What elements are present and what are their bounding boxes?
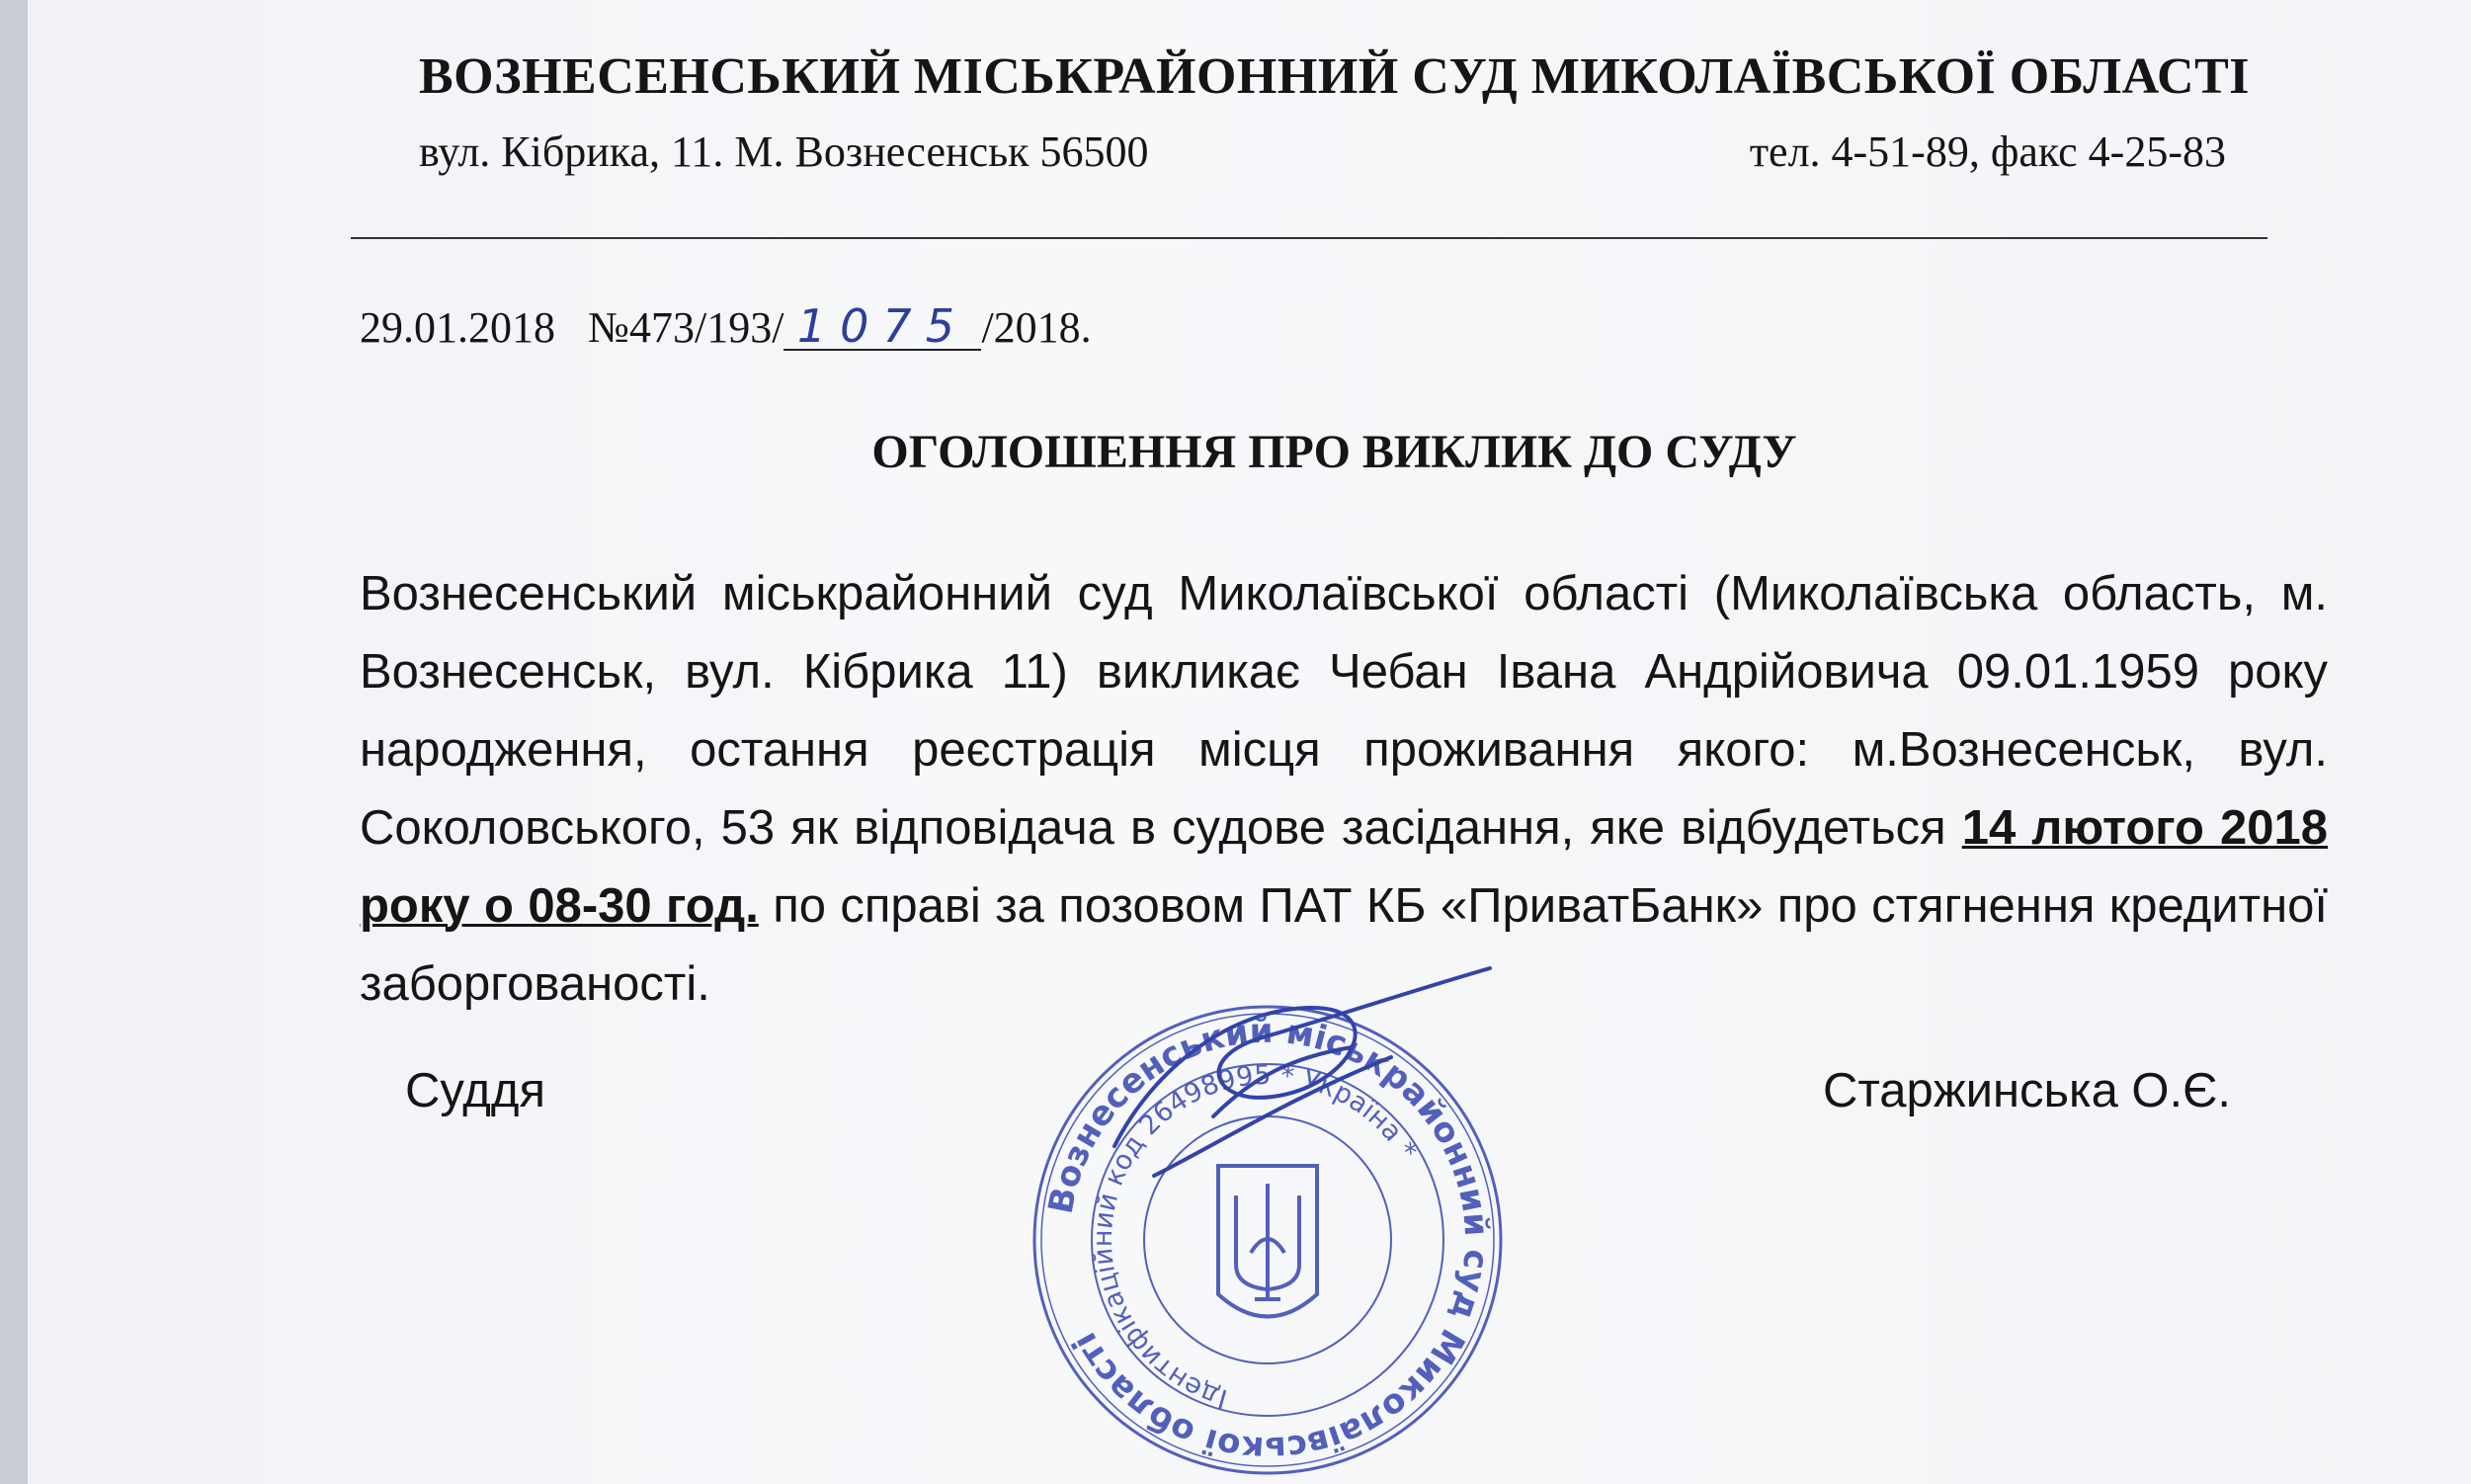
body-text-after: по справі за позовом ПАТ КБ «ПриватБанк» про стягнення кредитної заборгованості. xyxy=(360,879,2329,1011)
body-text-before: Вознесенський міськрайонний суд Миколаївської області (Миколаївська область, м. Вознесенськ, вул. Кібрика 11) викликає Чебан Івана Андрійовича 09.01.1959 року народження, остання реєстрація місця проживання якого: м.Вознесенськ, вул. Соколовського, 53 як відповідача в судове засідання, яке відбудеться xyxy=(360,567,2328,855)
court-name-heading: ВОЗНЕСЕНСЬКИЙ МІСЬКРАЙОННИЙ СУД МИКОЛАЇВСЬКОЇ ОБЛАСТІ xyxy=(418,48,2251,105)
judge-signature xyxy=(1095,948,1510,1205)
reference-line xyxy=(360,299,1092,353)
notice-title: ОГОЛОШЕННЯ ПРО ВИКЛИК ДО СУДУ xyxy=(871,426,1797,478)
reference-number-suffix: /2018. xyxy=(981,303,1092,352)
reference-date: 29.01.2018 xyxy=(360,303,555,352)
judge-label: Суддя xyxy=(405,1064,545,1117)
stamp-inner-text: Ідентифікаційний код 26498995 * Україна * xyxy=(1087,1059,1423,1415)
document-page xyxy=(28,0,2471,1484)
court-address: вул. Кібрика, 11. М. Вознесенськ 56500 xyxy=(419,127,1149,176)
judge-name: Старжинська О.Є. xyxy=(1823,1064,2231,1117)
reference-number-prefix: №473/193/ xyxy=(588,303,784,352)
handwritten-number: 1075 xyxy=(783,303,981,351)
stamp-outer-text: Вознесенський міськрайонний суд Миколаївської області xyxy=(1040,1011,1497,1469)
header-divider xyxy=(351,237,2267,239)
hearing-datetime: 14 лютого 2018 року о 08-30 год. xyxy=(360,801,2329,933)
court-phones: тел. 4-51-89, факс 4-25-83 xyxy=(1749,127,2226,176)
